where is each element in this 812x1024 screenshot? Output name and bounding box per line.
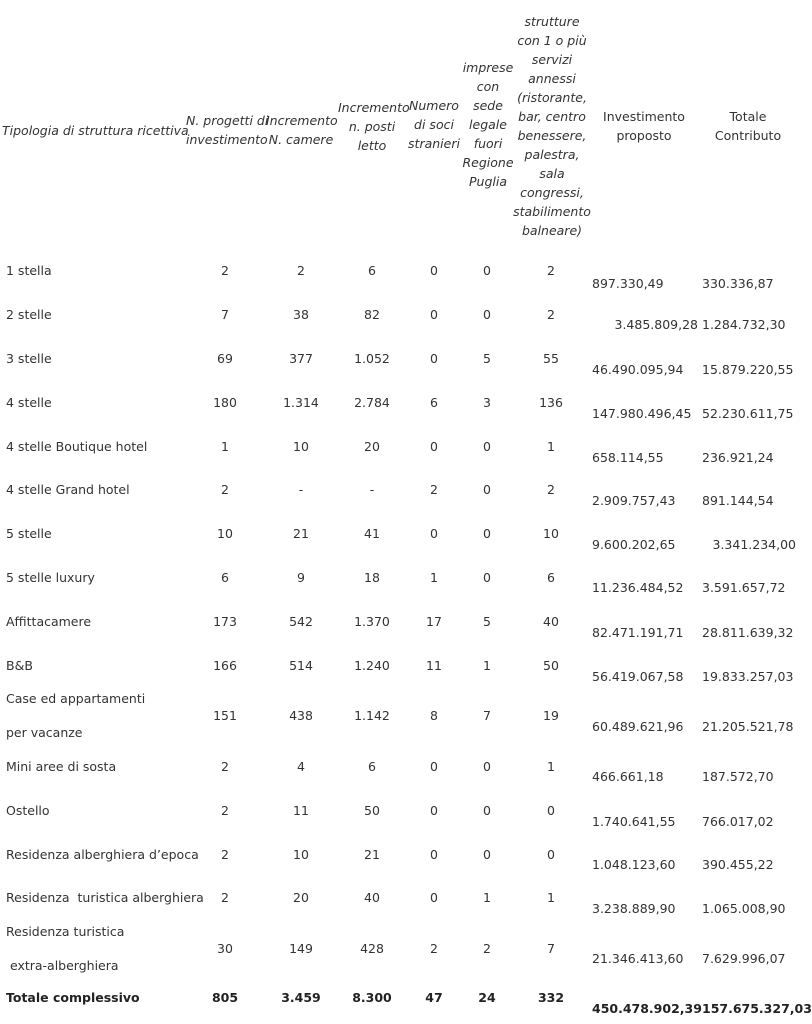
cell-investimento: 3.238.889,90 xyxy=(592,900,676,916)
cell-posti: 50 xyxy=(364,802,380,818)
cell-contributo: 7.629.996,07 xyxy=(702,950,786,966)
cell-investimento: 60.489.621,96 xyxy=(592,718,684,734)
cell-progetti: 173 xyxy=(213,613,237,629)
header-strutture-line: servizi xyxy=(531,52,573,67)
header-soci-line: stranieri xyxy=(408,135,460,151)
header-imprese-line: sede xyxy=(473,97,503,113)
cell-camere: 11 xyxy=(293,802,309,818)
cell-contributo: 187.572,70 xyxy=(702,768,774,784)
cell-soci: 8 xyxy=(430,707,438,723)
cell-strutture: 2 xyxy=(547,306,555,322)
header-soci-line: Numero xyxy=(409,97,459,113)
cell-tipologia xyxy=(6,801,50,820)
cell-progetti: 2 xyxy=(221,481,229,497)
cell-soci: 2 xyxy=(430,481,438,497)
cell-strutture: 6 xyxy=(547,569,555,585)
cell-contributo: 21.205.521,78 xyxy=(702,718,794,734)
tipologia-line: Totale complessivo xyxy=(6,989,140,1005)
cell-progetti: 2 xyxy=(221,889,229,905)
header-strutture-line: con 1 o più xyxy=(517,33,587,48)
cell-camere: 4 xyxy=(297,758,305,774)
cell-progetti: 151 xyxy=(213,707,237,723)
cell-investimento: 450.478.902,39 xyxy=(592,1000,702,1016)
cell-soci: 0 xyxy=(430,525,438,541)
header-contributo xyxy=(700,107,796,145)
cell-progetti: 69 xyxy=(217,350,233,366)
header-posti-line: Incremento xyxy=(338,99,410,115)
cell-contributo: 28.811.639,32 xyxy=(702,624,794,640)
cell-imprese: 0 xyxy=(483,262,491,278)
cell-soci: 0 xyxy=(430,889,438,905)
cell-progetti: 30 xyxy=(217,940,233,956)
header-strutture-line: (ristorante, xyxy=(517,90,587,105)
tipologia-line: Case ed appartamenti xyxy=(6,690,146,706)
header-imprese-line: legale xyxy=(469,116,507,132)
cell-strutture: 1 xyxy=(547,758,555,774)
cell-soci: 6 xyxy=(430,394,438,410)
header-progetti-line: investimento xyxy=(186,132,268,147)
cell-camere: 20 xyxy=(293,889,309,905)
cell-investimento: 658.114,55 xyxy=(592,449,664,465)
cell-progetti: 166 xyxy=(213,657,237,673)
cell-tipologia xyxy=(6,757,116,776)
tipologia-line: 4 stelle Boutique hotel xyxy=(6,438,148,454)
cell-posti: 41 xyxy=(364,525,380,541)
cell-camere: 10 xyxy=(293,846,309,862)
cell-camere: 10 xyxy=(293,438,309,454)
cell-investimento: 11.236.484,52 xyxy=(592,579,684,595)
cell-posti: 428 xyxy=(360,940,384,956)
cell-soci: 0 xyxy=(430,438,438,454)
cell-tipologia xyxy=(6,349,52,368)
cell-soci: 0 xyxy=(430,350,438,366)
header-posti xyxy=(338,98,410,155)
cell-strutture: 0 xyxy=(547,802,555,818)
cell-soci: 17 xyxy=(426,613,442,629)
cell-posti: 8.300 xyxy=(352,989,392,1005)
cell-imprese: 0 xyxy=(483,802,491,818)
cell-tipologia xyxy=(6,524,52,543)
header-strutture-line: balneare) xyxy=(521,223,583,238)
cell-tipologia xyxy=(6,656,33,675)
header-strutture-line: bar, centro xyxy=(518,109,586,124)
cell-progetti: 180 xyxy=(213,394,237,410)
cell-imprese: 0 xyxy=(483,569,491,585)
cell-camere: 21 xyxy=(293,525,309,541)
cell-investimento: 1.048.123,60 xyxy=(592,856,676,872)
cell-strutture: 0 xyxy=(547,846,555,862)
cell-strutture: 136 xyxy=(539,394,563,410)
cell-strutture: 40 xyxy=(543,613,559,629)
cell-tipologia xyxy=(6,480,130,499)
tipologia-line: per vacanze xyxy=(6,724,83,740)
cell-contributo: 157.675.327,03 xyxy=(702,1000,812,1016)
cell-posti: 1.052 xyxy=(354,350,390,366)
cell-imprese: 0 xyxy=(483,758,491,774)
cell-camere: 377 xyxy=(289,350,313,366)
tipologia-line: extra-alberghiera xyxy=(6,957,119,973)
cell-tipologia xyxy=(6,261,52,280)
cell-contributo: 766.017,02 xyxy=(702,813,774,829)
cell-camere: 3.459 xyxy=(281,989,321,1005)
header-soci xyxy=(408,96,460,153)
cell-soci: 0 xyxy=(430,758,438,774)
cell-investimento: 2.909.757,43 xyxy=(592,492,676,508)
tipologia-line: 3 stelle xyxy=(6,350,52,366)
cell-investimento: 56.419.067,58 xyxy=(592,668,684,684)
cell-camere: 514 xyxy=(289,657,313,673)
cell-posti: - xyxy=(369,481,375,497)
cell-posti: 82 xyxy=(364,306,380,322)
header-posti-line: n. posti xyxy=(348,118,396,134)
cell-posti: 18 xyxy=(364,569,380,585)
header-posti-line: letto xyxy=(357,137,387,153)
cell-imprese: 7 xyxy=(483,707,491,723)
header-strutture-line: stabilimento xyxy=(513,204,591,219)
tipologia-line: Affittacamere xyxy=(6,613,92,629)
header-imprese-line: Puglia xyxy=(468,173,507,189)
header-contributo-line: Contributo xyxy=(714,128,782,143)
tipologia-line: 2 stelle xyxy=(6,306,52,322)
cell-imprese: 0 xyxy=(483,306,491,322)
cell-posti: 6 xyxy=(368,262,376,278)
cell-strutture: 55 xyxy=(543,350,559,366)
header-imprese-line: fuori xyxy=(473,135,503,151)
cell-tipologia xyxy=(6,988,140,1007)
header-strutture-line: congressi, xyxy=(520,185,584,200)
header-investimento xyxy=(592,107,696,145)
cell-imprese: 3 xyxy=(483,394,491,410)
cell-imprese: 24 xyxy=(478,989,496,1005)
cell-investimento: 466.661,18 xyxy=(592,768,664,784)
cell-camere: 2 xyxy=(297,262,305,278)
header-camere-line: Incremento xyxy=(266,113,338,128)
cell-contributo: 15.879.220,55 xyxy=(702,361,794,377)
tipologia-line: Residenza alberghiera d’epoca xyxy=(6,846,199,862)
cell-investimento: 147.980.496,45 xyxy=(592,405,692,421)
cell-soci: 0 xyxy=(430,262,438,278)
cell-soci: 1 xyxy=(430,569,438,585)
cell-contributo: 1.065.008,90 xyxy=(702,900,786,916)
cell-camere: 542 xyxy=(289,613,313,629)
cell-progetti: 6 xyxy=(221,569,229,585)
cell-contributo: 52.230.611,75 xyxy=(702,405,794,421)
header-camere xyxy=(266,111,336,149)
cell-soci: 11 xyxy=(426,657,442,673)
cell-contributo: 3.341.234,00 xyxy=(712,536,796,552)
header-camere-line: N. camere xyxy=(268,132,334,147)
cell-strutture: 1 xyxy=(547,889,555,905)
cell-soci: 47 xyxy=(425,989,443,1005)
cell-strutture: 7 xyxy=(547,940,555,956)
cell-strutture: 1 xyxy=(547,438,555,454)
cell-imprese: 0 xyxy=(483,846,491,862)
cell-posti: 2.784 xyxy=(354,394,390,410)
header-soci-line: di soci xyxy=(414,116,454,132)
cell-investimento: 3.485.809,28 xyxy=(614,316,698,332)
cell-imprese: 2 xyxy=(483,940,491,956)
header-strutture-line: palestra, xyxy=(524,147,580,162)
cell-imprese: 0 xyxy=(483,481,491,497)
tipologia-line: Mini aree di sosta xyxy=(6,758,117,774)
header-tipologia-line: Tipologia di struttura ricettiva xyxy=(2,122,189,138)
cell-tipologia xyxy=(6,612,91,631)
header-imprese xyxy=(460,58,516,191)
tipologia-line: 4 stelle xyxy=(6,394,52,410)
cell-imprese: 1 xyxy=(483,657,491,673)
cell-progetti: 10 xyxy=(217,525,233,541)
cell-soci: 0 xyxy=(430,846,438,862)
cell-strutture: 50 xyxy=(543,657,559,673)
cell-contributo: 1.284.732,30 xyxy=(702,316,786,332)
cell-contributo: 3.591.657,72 xyxy=(702,579,786,595)
cell-progetti: 2 xyxy=(221,758,229,774)
cell-progetti: 2 xyxy=(221,846,229,862)
tipologia-line: B&B xyxy=(6,657,33,673)
tipologia-line: Residenza turistica xyxy=(6,923,125,939)
cell-posti: 6 xyxy=(368,758,376,774)
cell-camere: - xyxy=(298,481,304,497)
cell-strutture: 332 xyxy=(537,989,565,1005)
header-strutture xyxy=(513,12,591,240)
header-strutture-line: annessi xyxy=(528,71,576,86)
cell-contributo: 236.921,24 xyxy=(702,449,774,465)
cell-soci: 0 xyxy=(430,306,438,322)
cell-investimento: 9.600.202,65 xyxy=(592,536,676,552)
header-progetti-line: N. progetti di xyxy=(186,113,269,128)
header-imprese-line: Regione xyxy=(462,154,514,170)
header-strutture-line: sala xyxy=(539,166,565,181)
cell-camere: 438 xyxy=(289,707,313,723)
cell-progetti: 1 xyxy=(221,438,229,454)
cell-imprese: 0 xyxy=(483,525,491,541)
cell-camere: 38 xyxy=(293,306,309,322)
cell-investimento: 897.330,49 xyxy=(592,275,664,291)
cell-posti: 21 xyxy=(364,846,380,862)
tipologia-line: 4 stelle Grand hotel xyxy=(6,481,130,497)
cell-contributo: 330.336,87 xyxy=(702,275,774,291)
cell-tipologia xyxy=(6,888,204,907)
cell-imprese: 5 xyxy=(483,350,491,366)
cell-strutture: 19 xyxy=(543,707,559,723)
cell-contributo: 390.455,22 xyxy=(702,856,774,872)
cell-camere: 9 xyxy=(297,569,305,585)
cell-posti: 40 xyxy=(364,889,380,905)
cell-progetti: 805 xyxy=(211,989,239,1005)
cell-investimento: 46.490.095,94 xyxy=(592,361,684,377)
header-strutture-line: benessere, xyxy=(517,128,587,143)
cell-imprese: 1 xyxy=(483,889,491,905)
cell-progetti: 2 xyxy=(221,802,229,818)
cell-strutture: 10 xyxy=(543,525,559,541)
cell-tipologia xyxy=(6,845,199,864)
tipologia-line: Ostello xyxy=(6,802,50,818)
cell-imprese: 5 xyxy=(483,613,491,629)
cell-posti: 20 xyxy=(364,438,380,454)
tipologia-line: 5 stelle luxury xyxy=(6,569,95,585)
header-investimento-line: Investimento xyxy=(603,109,685,124)
cell-camere: 149 xyxy=(289,940,313,956)
tipologia-line: Residenza turistica alberghiera xyxy=(6,889,204,905)
cell-tipologia xyxy=(6,568,95,587)
cell-progetti: 7 xyxy=(221,306,229,322)
cell-investimento: 21.346.413,60 xyxy=(592,950,684,966)
header-imprese-line: con xyxy=(476,78,500,94)
tipologia-line: 5 stelle xyxy=(6,525,52,541)
cell-tipologia xyxy=(6,393,52,412)
cell-strutture: 2 xyxy=(547,481,555,497)
cell-camere: 1.314 xyxy=(283,394,319,410)
cell-tipologia xyxy=(6,437,147,456)
cell-progetti: 2 xyxy=(221,262,229,278)
cell-strutture: 2 xyxy=(547,262,555,278)
header-progetti xyxy=(186,111,269,149)
cell-posti: 1.370 xyxy=(354,613,390,629)
cell-posti: 1.142 xyxy=(354,707,390,723)
cell-tipologia xyxy=(6,922,124,990)
header-imprese-line: imprese xyxy=(462,59,514,75)
tipologia-line: 1 stella xyxy=(6,262,52,278)
cell-contributo: 19.833.257,03 xyxy=(702,668,794,684)
cell-soci: 2 xyxy=(430,940,438,956)
cell-posti: 1.240 xyxy=(354,657,390,673)
header-contributo-line: Totale xyxy=(729,109,767,124)
cell-investimento: 82.471.191,71 xyxy=(592,624,684,640)
cell-imprese: 0 xyxy=(483,438,491,454)
header-tipologia xyxy=(2,121,189,140)
header-strutture-line: strutture xyxy=(524,14,580,29)
cell-investimento: 1.740.641,55 xyxy=(592,813,676,829)
cell-contributo: 891.144,54 xyxy=(702,492,774,508)
header-investimento-line: proposto xyxy=(616,128,672,143)
cell-soci: 0 xyxy=(430,802,438,818)
cell-tipologia xyxy=(6,305,52,324)
cell-tipologia xyxy=(6,689,145,757)
